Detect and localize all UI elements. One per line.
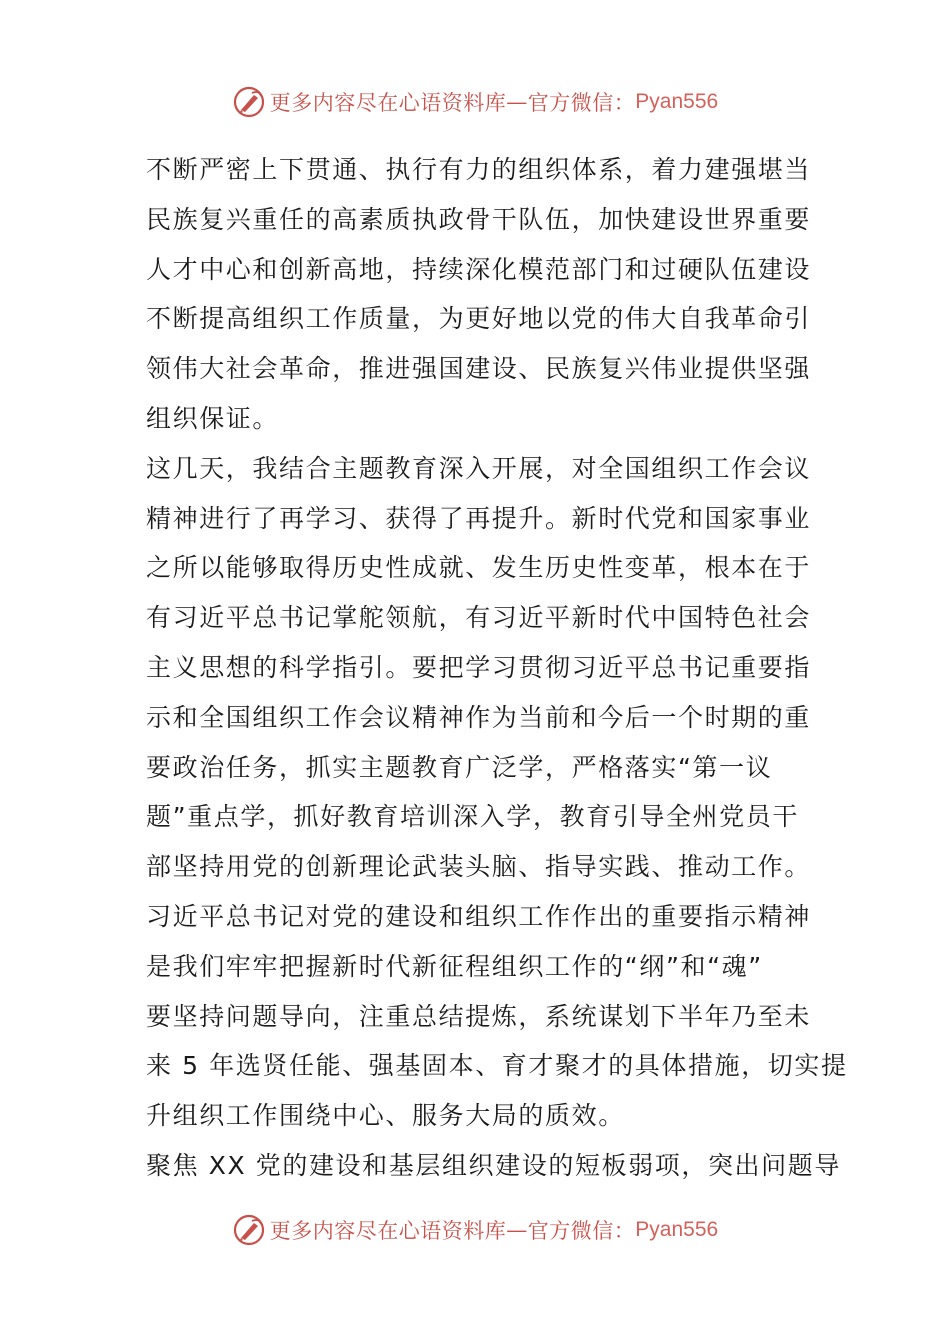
banner-separator: —	[506, 1218, 528, 1242]
text-line: 组织保证。	[146, 403, 280, 433]
document-body	[146, 145, 848, 1191]
text-line: 精神进行了再学习、获得了再提升。新时代党和国家事业	[146, 503, 812, 533]
banner-title: 更多内容尽在心语资料库	[269, 1219, 507, 1243]
text-line: 习近平总书记对党的建设和组织工作作出的重要指示精神	[146, 901, 812, 931]
text-line: 领伟大社会革命，推进强国建设、民族复兴伟业提供坚强	[146, 354, 812, 384]
text-line: 之所以能够取得历史性成就、发生历史性变革，根本在于	[146, 553, 812, 583]
banner-title: 更多内容尽在心语资料库	[269, 91, 507, 115]
pen-logo-icon	[232, 85, 266, 119]
text-line: 部坚持用党的创新理论武装头脑、指导实践、推动工作。	[146, 852, 812, 882]
text-line: 是我们牢牢把握新时代新征程组织工作的“纲”和“魂”	[146, 951, 763, 981]
text-line: 不断提高组织工作质量，为更好地以党的伟大自我革命引	[146, 304, 812, 334]
text-line: 这几天，我结合主题教育深入开展，对全国组织工作会议	[146, 453, 812, 483]
text-line: 要政治任务，抓实主题教育广泛学，严格落实“第一议	[146, 752, 773, 782]
banner-separator: —	[506, 90, 528, 114]
banner-wechat-id: Pyan556	[635, 1218, 719, 1241]
banner-wechat-label: 官方微信：	[527, 1219, 636, 1243]
banner-wechat-label: 官方微信：	[527, 91, 636, 115]
text-line: 升组织工作围绕中心、服务大局的质效。	[146, 1101, 625, 1131]
text-line: 来 5 年选贤任能、强基固本、育才聚才的具体措施，切实提	[146, 1051, 848, 1081]
text-line: 不断严密上下贯通、执行有力的组织体系，着力建强堪当	[146, 155, 812, 184]
text-line: 主义思想的科学指引。要把学习贯彻习近平总书记重要指	[146, 652, 812, 682]
text-line: 题”重点学，抓好教育培训深入学，教育引导全州党员干	[146, 802, 799, 832]
text-line: 人才中心和创新高地，持续深化模范部门和过硬队伍建设	[146, 254, 812, 284]
text-line: 民族复兴重任的高素质执政骨干队伍，加快建设世界重要	[146, 204, 812, 234]
text-line: 要坚持问题导向，注重总结提炼，系统谋划下半年乃至未	[146, 1001, 812, 1031]
pen-logo-icon	[232, 1213, 266, 1247]
header-banner	[0, 82, 950, 122]
banner-wechat-id: Pyan556	[635, 90, 719, 113]
text-line: 有习近平总书记掌舵领航，有习近平新时代中国特色社会	[146, 603, 812, 633]
footer-banner	[0, 1210, 950, 1250]
text-line: 聚焦 XX 党的建设和基层组织建设的短板弱项，突出问题导	[146, 1150, 841, 1180]
text-line: 示和全国组织工作会议精神作为当前和今后一个时期的重	[146, 702, 812, 732]
